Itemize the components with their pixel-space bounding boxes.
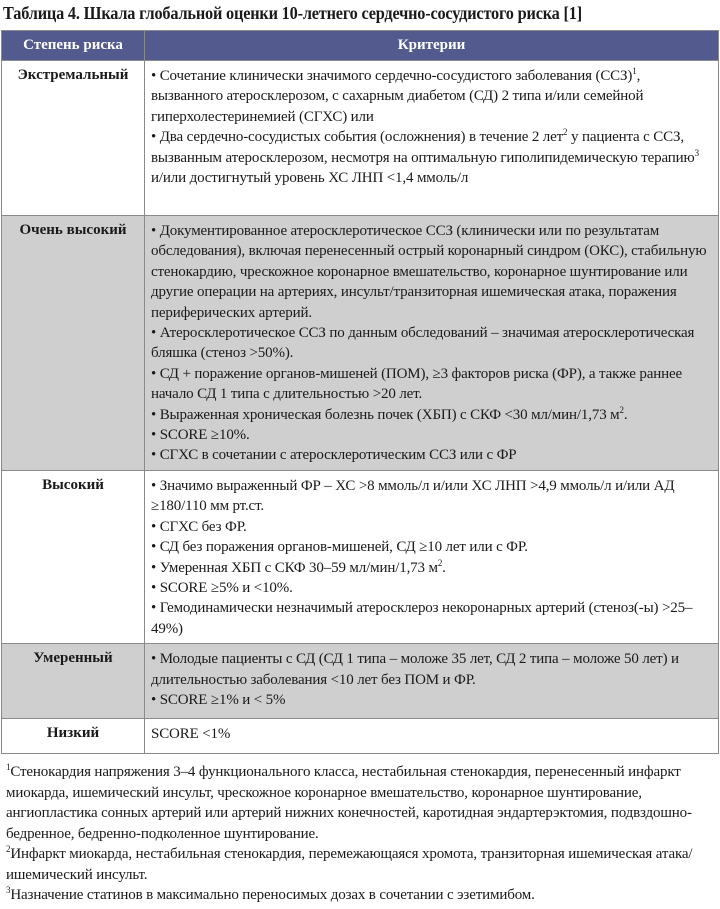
criteria-item: • Значимо выраженный ФР – ХС >8 ммоль/л и/или ХС ЛНП >4,9 ммоль/л и/или АД ≥180/110 мм рт.ст.: [151, 477, 675, 515]
criteria-item: • СГХС без ФР.: [151, 518, 247, 535]
header-risk-level: Степень риска: [2, 31, 145, 61]
criteria-item: • СД без поражения органов-мишеней, СД ≥10 лет или с ФР.: [151, 539, 528, 556]
table-row-low: [2, 719, 719, 754]
table-row-high: [2, 470, 719, 643]
table-row-very-high: [2, 216, 719, 471]
criteria-item: SCORE <1%: [151, 726, 231, 743]
table-title: Таблица 4. Шкала глобальной оценки 10-летнего сердечно-сосудистого риска [1]: [3, 3, 582, 23]
footnote-3: $^3$Назначение статинов в максимально переносимых дозах в сочетании с эзетимибом.: [6, 885, 535, 903]
footnote-1: $^1$Стенокардия напряжения 3–4 функционального класса, нестабильная стенокардия, перенесенный инфаркт миокарда, ишемический инсульт, чрескожное коронарное вмешательство, коронарное шунтирование, ангиопластика сонных артерий или артерий нижних конечностей, каротидная эндартерэктомия, подвздошно-бедренное, бедренно-подколенное шунтирование.: [6, 762, 692, 842]
criteria-cell: [145, 61, 719, 216]
risk-level-cell: Экстремальный: [2, 61, 145, 216]
criteria-item: • СГХС в сочетании с атеросклеротическим ССЗ или с ФР: [151, 447, 517, 464]
risk-level-cell: Низкий: [2, 719, 145, 754]
criteria-item: • SCORE ≥10%.: [151, 427, 250, 444]
criteria-item: • Гемодинамически незначимый атеросклероз некоронарных артерий (стеноз(-ы) >25–49%): [151, 600, 693, 637]
table-header-row: [2, 31, 719, 61]
criteria-item: • SCORE ≥5% и <10%.: [151, 579, 293, 596]
criteria-item: • Умеренная ХБП с СКФ 30–59 мл/мин/1,73 $м^2$.: [151, 557, 446, 576]
criteria-cell: [145, 216, 719, 471]
table-row-extreme: [2, 61, 719, 216]
criteria-cell: [145, 719, 719, 754]
footnote-2: $^2$Инфаркт миокарда, нестабильная стенокардия, перемежающаяся хромота, транзиторная ишемическая атака/ишемический инсульт.: [6, 844, 693, 883]
criteria-item: • Выраженная хроническая болезнь почек (ХБП) с СКФ <30 мл/мин/1,73 $м^2$.: [151, 404, 628, 423]
risk-scale-table: [1, 30, 719, 754]
criteria-item: • СД + поражение органов-мишеней (ПОМ), ≥3 факторов риска (ФР), а также раннее начало СД 1 типа с длительностью >20 лет.: [151, 365, 682, 403]
header-criteria: Критерии: [145, 31, 719, 61]
risk-level-cell: Высокий: [2, 470, 145, 643]
table-row-moderate: [2, 644, 719, 719]
risk-level-cell: Очень высокий: [2, 216, 145, 471]
criteria-item: • Документированное атеросклеротическое ССЗ (клинически или по результатам обследования), включая перенесенный острый коронарный синдром (ОКС), стабильную стенокардию, чрескожное коронарное вмешательство, коронарное шунтирование или другие операции на артериях, инсульт/транзиторная ишемическая атака, поражения периферических артерий.: [151, 223, 707, 321]
footnotes: [6, 762, 718, 906]
criteria-cell: [145, 470, 719, 643]
risk-level-cell: Умеренный: [2, 644, 145, 719]
criteria-item: • Два сердечно-сосудистых события (осложнения) в течение 2 лет$^2$ у пациента с ССЗ, вызванным атеросклерозом, несмотря на оптимальную гиполипидемическую терапию$^3$ и/или достигнутый уровень ХС ЛНП <1,4 ммоль/л: [151, 127, 699, 187]
criteria-item: • Атеросклеротическое ССЗ по данным обследований – значимая атеросклеротическая бляшка (стеноз >50%).: [151, 325, 695, 362]
criteria-item: • Сочетание клинически значимого сердечно-сосудистого заболевания (ССЗ)$^1$, вызванного атеросклерозом, с сахарным диабетом (СД) 2 типа и/или семейной гиперхолестеринемией (СГХС) или: [151, 66, 644, 125]
criteria-item: • SCORE ≥1% и < 5%: [151, 691, 286, 708]
criteria-cell: [145, 644, 719, 719]
criteria-item: • Молодые пациенты с СД (СД 1 типа – моложе 35 лет, СД 2 типа – моложе 50 лет) и длительностью заболевания <10 лет без ПОМ и ФР.: [151, 651, 679, 688]
